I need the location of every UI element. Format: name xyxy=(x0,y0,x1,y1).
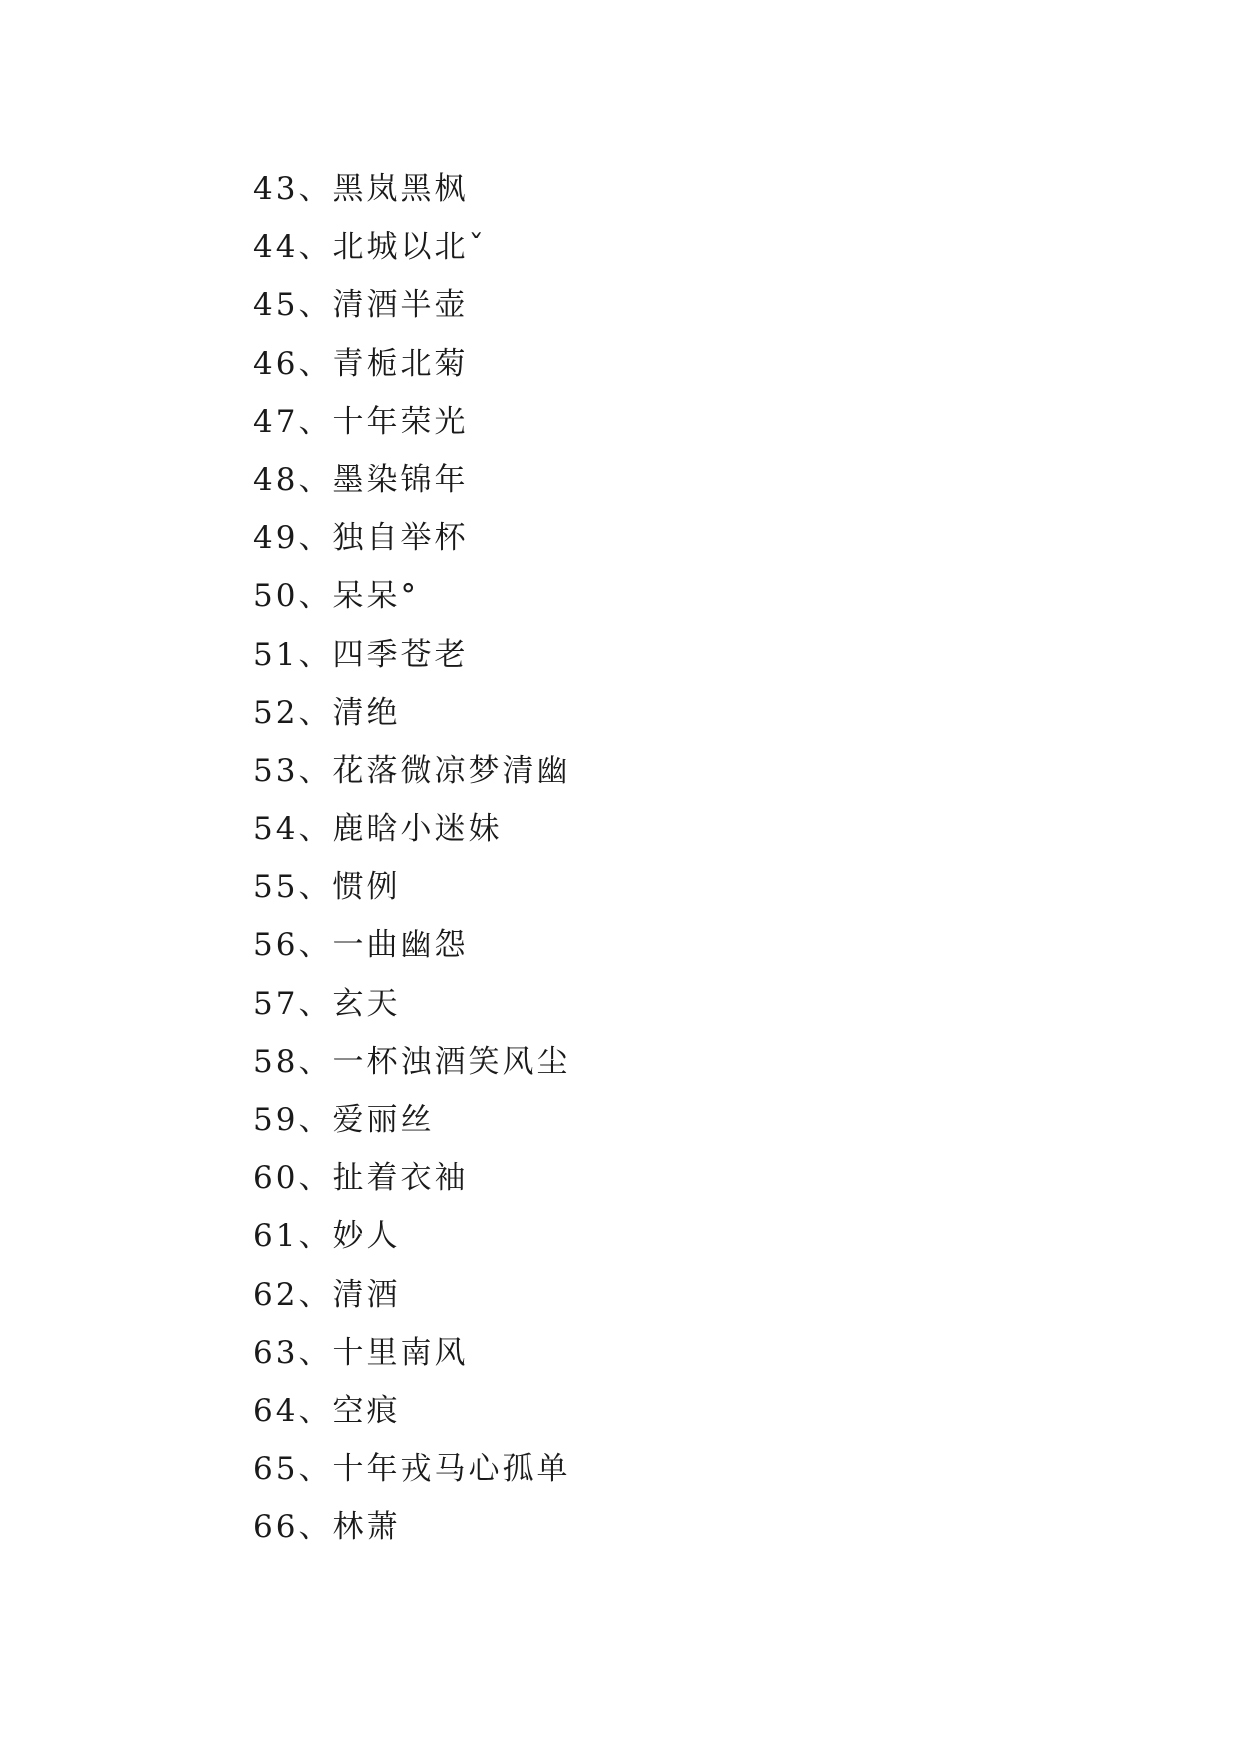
list-item: 64、空痕 xyxy=(253,1392,401,1429)
list-item: 62、清酒 xyxy=(253,1276,401,1313)
list-item: 49、独自举杯 xyxy=(253,520,469,557)
list-item: 65、十年戎马心孤单 xyxy=(253,1451,571,1488)
list-item: 51、四季苍老 xyxy=(253,636,469,673)
list-item: 48、墨染锦年 xyxy=(253,461,469,498)
list-item: 54、鹿晗小迷妹 xyxy=(253,811,503,848)
list-item: 66、林萧 xyxy=(253,1509,401,1546)
list-item: 47、十年荣光 xyxy=(253,403,469,440)
list-item: 45、清酒半壶 xyxy=(253,287,469,324)
list-item: 58、一杯浊酒笑风尘 xyxy=(253,1043,571,1080)
list-item: 55、惯例 xyxy=(253,869,401,906)
list-item: 53、花落微凉梦清幽 xyxy=(253,752,571,789)
list-item: 63、十里南风 xyxy=(253,1334,469,1371)
list-item: 61、妙人 xyxy=(253,1218,401,1255)
list-item: 57、玄天 xyxy=(253,985,401,1022)
list-item: 43、黑岚黑枫 xyxy=(253,171,469,207)
list-item: 46、青栀北菊 xyxy=(253,345,469,382)
list-item: 60、扯着衣袖 xyxy=(253,1160,469,1197)
list-item: 50、呆呆° xyxy=(253,578,419,615)
list-item: 52、清绝 xyxy=(253,694,401,731)
name-list xyxy=(253,160,570,1557)
list-item: 56、一曲幽怨 xyxy=(253,927,469,964)
list-item: 59、爱丽丝 xyxy=(253,1102,435,1138)
list-item: 44、北城以北ˇ xyxy=(253,229,487,266)
